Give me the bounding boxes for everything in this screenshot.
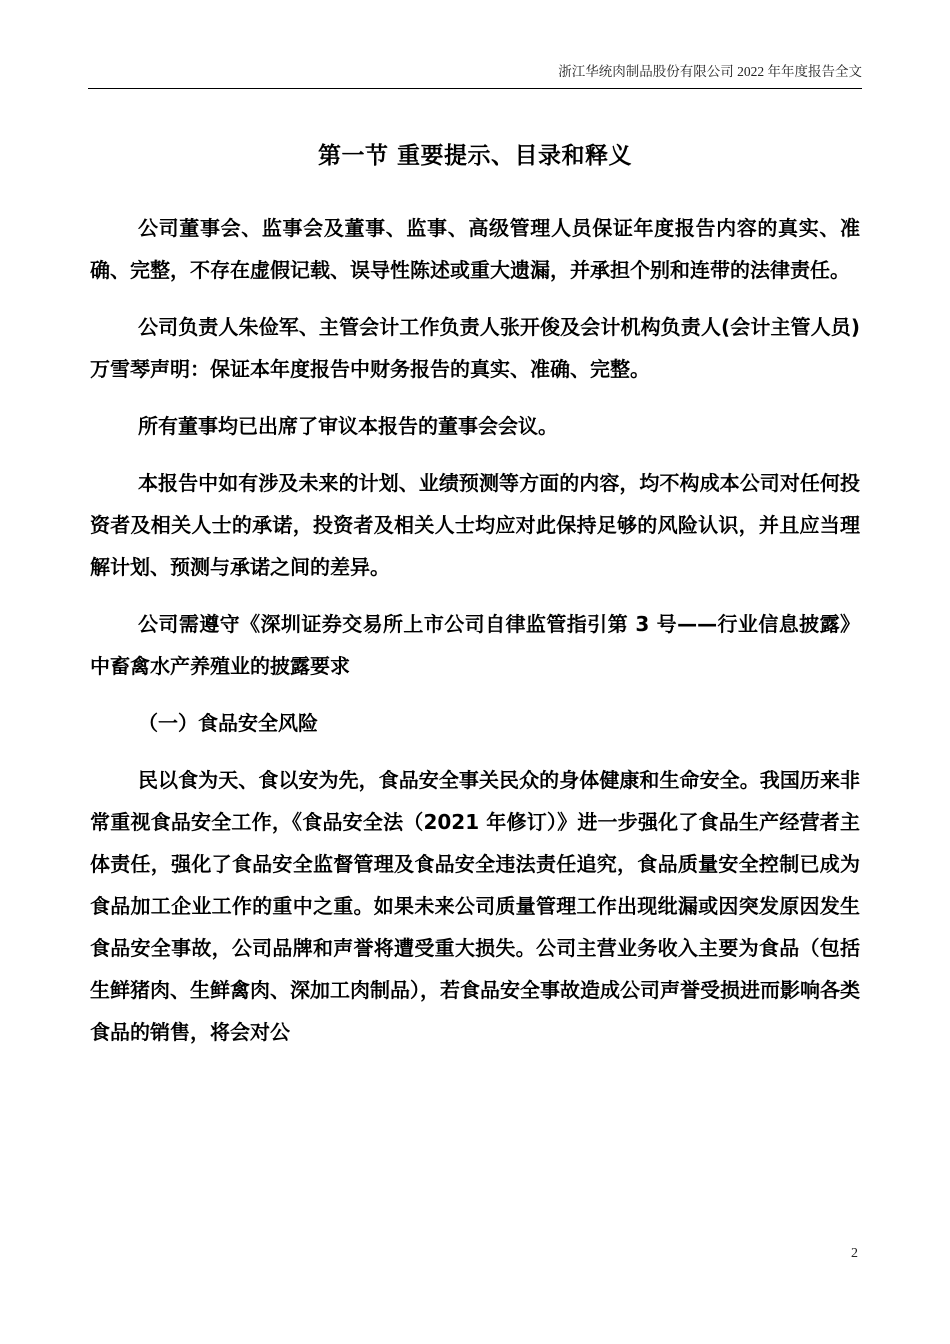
paragraph-food-safety-risk: 民以食为天、食以安为先，食品安全事关民众的身体健康和生命安全。我国历来非常重视食品安全工作，《食品安全法（2021 年修订）》进一步强化了食品生产经营者主体责任，强化了食品安全监督管理及食品安全违法责任追究，食品质量安全控制已成为食品加工企业工作的重中之重。如果未来公司质量管理工作出现纰漏或因突发原因发生食品安全事故，公司品牌和声誉将遭受重大损失。公司主营业务收入主要为食品（包括生鲜猪肉、生鲜禽肉、深加工肉制品），若食品安全事故造成公司声誉受损进而影响各类食品的销售，将会对公 <box>90 768 860 1044</box>
paragraph-forward-looking-disclaimer: 本报告中如有涉及未来的计划、业绩预测等方面的内容，均不构成本公司对任何投资者及相关人士的承诺，投资者及相关人士均应对此保持足够的风险认识，并且应当理解计划、预测与承诺之间的差异。 <box>90 471 860 579</box>
paragraph-responsibility-statement: 公司董事会、监事会及董事、监事、高级管理人员保证年度报告内容的真实、准确、完整，不存在虚假记载、误导性陈述或重大遗漏，并承担个别和连带的法律责任。 <box>90 216 860 282</box>
page-header <box>88 62 862 89</box>
page-number: 2 <box>851 1246 858 1261</box>
document-body <box>90 207 860 1068</box>
header-text: 浙江华统肉制品股份有限公司 2022 年年度报告全文 <box>558 64 862 79</box>
subheading-food-safety-risk: （一）食品安全风险 <box>138 711 318 735</box>
paragraph-financial-statement-declaration: 公司负责人朱俭军、主管会计工作负责人张开俊及会计机构负责人(会计主管人员)万雪琴声明：保证本年度报告中财务报告的真实、准确、完整。 <box>90 315 860 381</box>
paragraph-disclosure-requirement: 公司需遵守《深圳证券交易所上市公司自律监管指引第 3 号——行业信息披露》中畜禽水产养殖业的披露要求 <box>90 612 860 678</box>
section-title: 第一节 重要提示、目录和释义 <box>317 143 632 169</box>
paragraph-board-attendance: 所有董事均已出席了审议本报告的董事会会议。 <box>138 414 558 438</box>
